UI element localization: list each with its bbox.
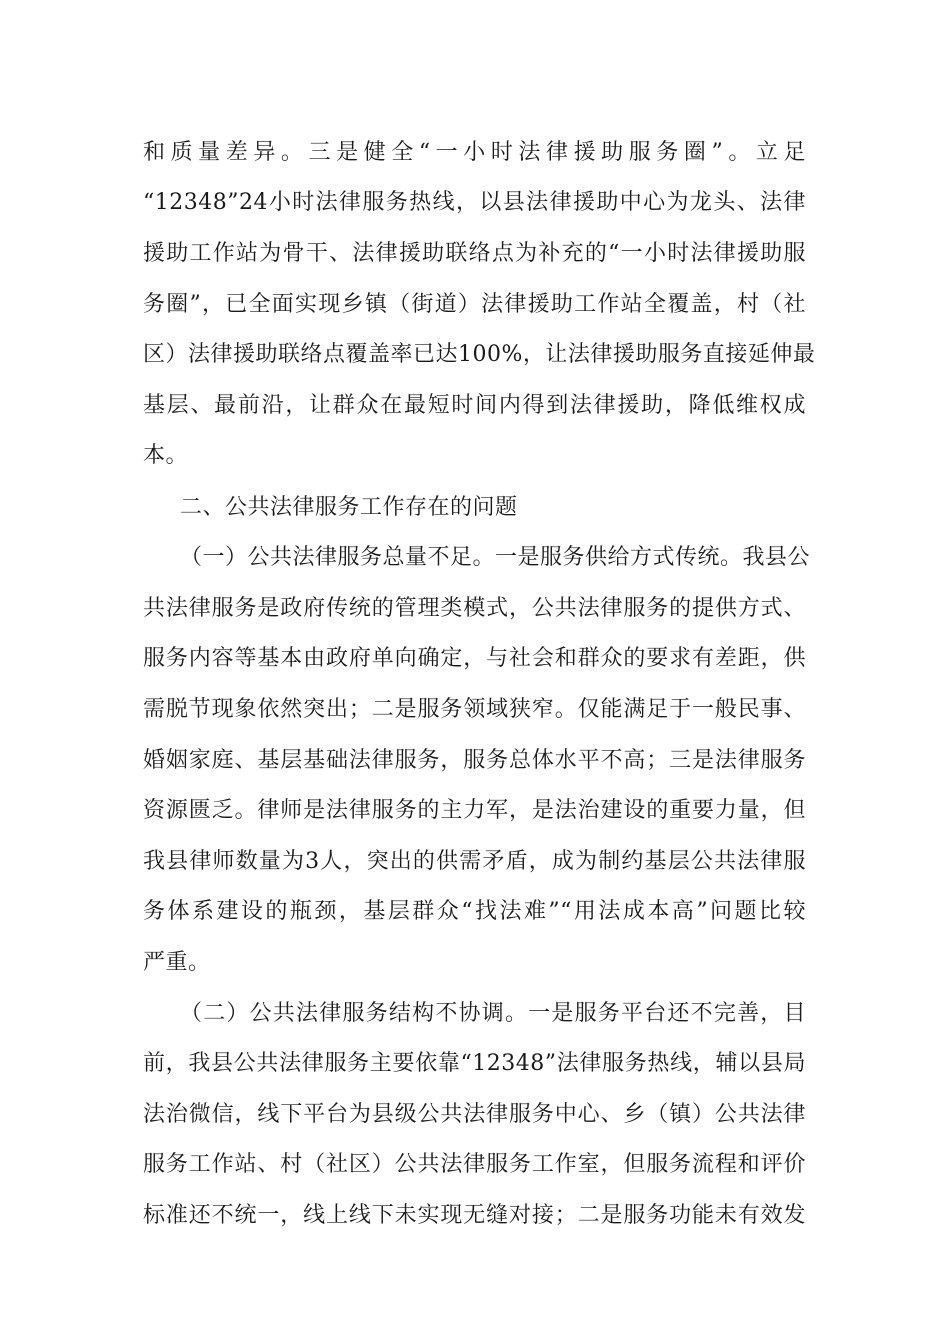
- body-text-line: 资源匮乏。律师是法律服务的主力军，是法治建设的重要力量，但: [143, 798, 806, 823]
- body-text-line: 法治微信，线下平台为县级公共法律服务中心、乡（镇）公共法律: [143, 1102, 806, 1127]
- body-text-line: 务圈”，已全面实现乡镇（街道）法律援助工作站全覆盖，村（社: [143, 292, 806, 317]
- body-text-line: “12348”24小时法律服务热线，以县法律援助中心为龙头、法律: [143, 190, 806, 215]
- body-text-line: 我县律师数量为3人，突出的供需矛盾，成为制约基层公共法律服: [143, 849, 806, 874]
- body-text-line: 严重。: [143, 950, 211, 975]
- body-text-line: 和质量差异。三是健全“一小时法律援助服务圈”。立足: [143, 140, 806, 165]
- body-text-line: 服务工作站、村（社区）公共法律服务工作室，但服务流程和评价: [143, 1152, 806, 1177]
- body-text-line: （一）公共法律服务总量不足。一是服务供给方式传统。我县公: [180, 545, 811, 570]
- body-text-line: （二）公共法律服务结构不协调。一是服务平台还不完善，目: [180, 1001, 806, 1026]
- body-text-line: 区）法律援助联络点覆盖率已达100%，让法律援助服务直接延伸最: [143, 342, 816, 367]
- body-text-line: 标准还不统一，线上线下未实现无缝对接；二是服务功能未有效发: [143, 1203, 806, 1228]
- body-text-line: 婚姻家庭、基层基础法律服务，服务总体水平不高；三是法律服务: [143, 748, 806, 773]
- section-heading: 二、公共法律服务工作存在的问题: [180, 495, 518, 520]
- body-text-line: 援助工作站为骨干、法律援助联络点为补充的“一小时法律援助服: [143, 241, 806, 266]
- body-text-line: 务体系建设的瓶颈，基层群众“找法难”“用法成本高”问题比较: [143, 899, 806, 924]
- body-text-line: 服务内容等基本由政府单向确定，与社会和群众的要求有差距，供: [143, 646, 806, 671]
- body-text-line: 本。: [143, 443, 189, 468]
- body-text-line: 基层、最前沿，让群众在最短时间内得到法律援助，降低维权成: [143, 393, 806, 418]
- body-text-line: 前，我县公共法律服务主要依靠“12348”法律服务热线，辅以县局: [143, 1051, 806, 1076]
- body-text-line: 共法律服务是政府传统的管理类模式，公共法律服务的提供方式、: [143, 596, 806, 621]
- body-text-line: 需脱节现象依然突出；二是服务领域狭窄。仅能满足于一般民事、: [143, 697, 806, 722]
